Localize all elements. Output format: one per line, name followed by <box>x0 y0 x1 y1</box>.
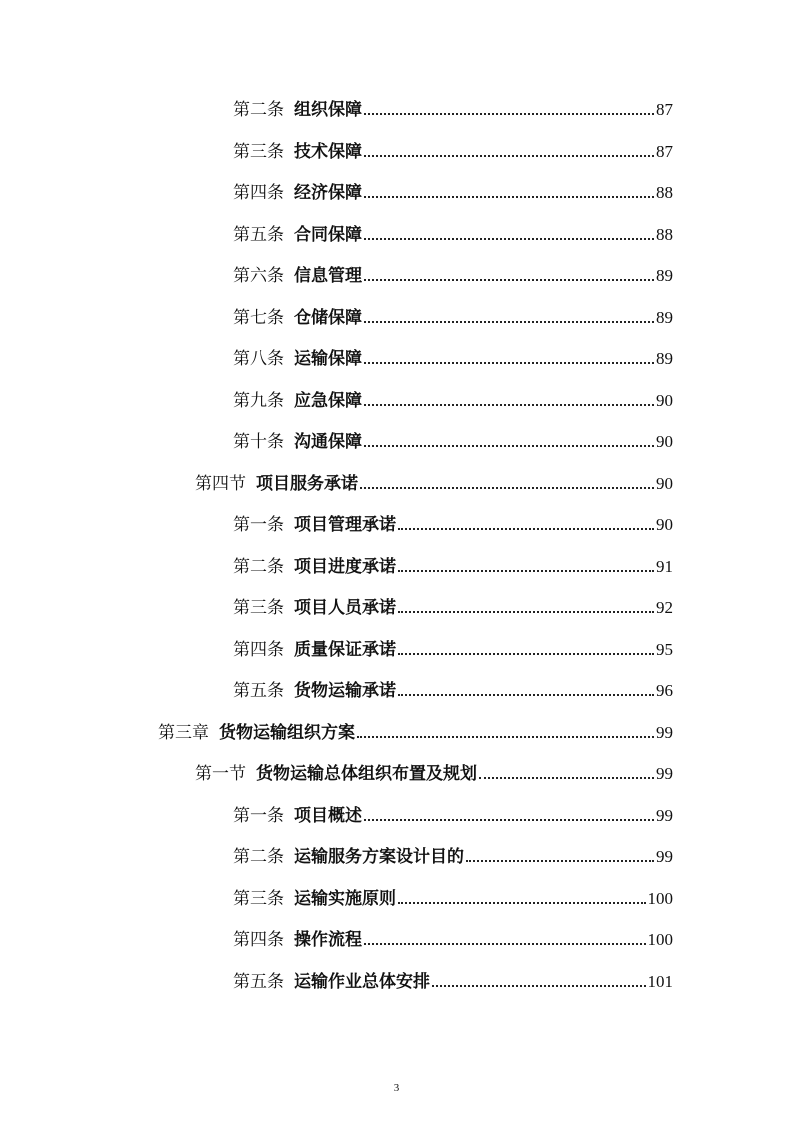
toc-entry-page: 99 <box>656 723 673 742</box>
toc-entry[interactable] <box>233 96 673 120</box>
toc-entry-number: 第六条 <box>233 266 284 286</box>
toc-entry-page: 101 <box>647 972 673 991</box>
toc-entry-page: 100 <box>647 930 673 949</box>
dot-leader <box>364 155 654 157</box>
toc-entry-page: 90 <box>656 391 673 410</box>
toc-entry[interactable] <box>233 138 673 162</box>
toc-entry[interactable] <box>233 802 673 826</box>
toc-entry[interactable] <box>233 221 673 245</box>
toc-entry-title: 项目管理承诺 <box>294 515 396 535</box>
toc-entry-title: 仓储保障 <box>294 308 362 328</box>
toc-entry-page: 89 <box>656 266 673 285</box>
toc-entry-page: 100 <box>647 889 673 908</box>
dot-leader <box>364 113 654 115</box>
toc-entry-number: 第二条 <box>233 557 284 577</box>
toc-entry[interactable] <box>195 470 673 494</box>
toc-entry[interactable] <box>233 926 673 950</box>
toc-entry-number: 第九条 <box>233 391 284 411</box>
toc-entry-page: 90 <box>656 515 673 534</box>
dot-leader <box>360 487 654 489</box>
toc-entry-number: 第四条 <box>233 930 284 950</box>
toc-entry-number: 第五条 <box>233 972 284 992</box>
dot-leader <box>364 321 654 323</box>
toc-entry-page: 87 <box>656 100 673 119</box>
toc-entry-number: 第四节 <box>195 474 246 494</box>
toc-entry-title: 项目进度承诺 <box>294 557 396 577</box>
toc-entry[interactable] <box>233 345 673 369</box>
toc-entry-page: 99 <box>656 806 673 825</box>
toc-entry-title: 项目服务承诺 <box>256 474 358 494</box>
toc-entry-page: 92 <box>656 598 673 617</box>
dot-leader <box>364 238 654 240</box>
toc-entry-page: 89 <box>656 308 673 327</box>
toc-entry-title: 货物运输组织方案 <box>219 723 355 743</box>
toc-entry-page: 87 <box>656 142 673 161</box>
toc-entry-number: 第三条 <box>233 142 284 162</box>
toc-entry-title: 质量保证承诺 <box>294 640 396 660</box>
toc-entry-page: 90 <box>656 474 673 493</box>
toc-entry-title: 沟通保障 <box>294 432 362 452</box>
toc-entry-title: 运输保障 <box>294 349 362 369</box>
dot-leader <box>479 777 654 779</box>
toc-entry-title: 运输服务方案设计目的 <box>294 847 464 867</box>
toc-entry-title: 运输作业总体安排 <box>294 972 430 992</box>
toc-entry[interactable] <box>233 594 673 618</box>
toc-entry[interactable] <box>233 304 673 328</box>
toc-entry-number: 第三条 <box>233 598 284 618</box>
toc-entry-page: 90 <box>656 432 673 451</box>
toc-entry-number: 第五条 <box>233 681 284 701</box>
toc-entry-number: 第二条 <box>233 847 284 867</box>
toc-entry-number: 第三条 <box>233 889 284 909</box>
dot-leader <box>466 860 654 862</box>
toc-entry-number: 第一条 <box>233 515 284 535</box>
toc-entry[interactable] <box>233 968 673 992</box>
toc-entry-number: 第四条 <box>233 640 284 660</box>
toc-entry-page: 95 <box>656 640 673 659</box>
toc-entry[interactable] <box>158 719 673 743</box>
toc-entry-title: 操作流程 <box>294 930 362 950</box>
toc-entry[interactable] <box>233 636 673 660</box>
toc-entry[interactable] <box>233 387 673 411</box>
toc-entry-page: 88 <box>656 183 673 202</box>
toc-entry-number: 第三章 <box>158 723 209 743</box>
dot-leader <box>364 819 654 821</box>
dot-leader <box>398 902 646 904</box>
dot-leader <box>398 570 654 572</box>
toc-entry-number: 第五条 <box>233 225 284 245</box>
toc-entry-page: 96 <box>656 681 673 700</box>
toc-entry-page: 91 <box>656 557 673 576</box>
toc-entry-title: 合同保障 <box>294 225 362 245</box>
toc-entry-number: 第七条 <box>233 308 284 328</box>
toc-entry-page: 99 <box>656 847 673 866</box>
dot-leader <box>398 653 654 655</box>
toc-entry-number: 第四条 <box>233 183 284 203</box>
toc-entry-number: 第八条 <box>233 349 284 369</box>
dot-leader <box>357 736 654 738</box>
toc-entry-number: 第一节 <box>195 764 246 784</box>
toc-entry[interactable] <box>233 179 673 203</box>
toc-entry-title: 信息管理 <box>294 266 362 286</box>
toc-entry-title: 货物运输总体组织布置及规划 <box>256 764 477 784</box>
toc-entry-title: 组织保障 <box>294 100 362 120</box>
toc-entry[interactable] <box>233 553 673 577</box>
toc-entry-title: 经济保障 <box>294 183 362 203</box>
dot-leader <box>364 196 654 198</box>
toc-entry-title: 项目概述 <box>294 806 362 826</box>
dot-leader <box>364 943 646 945</box>
toc-entry-number: 第一条 <box>233 806 284 826</box>
page-number: 3 <box>393 1082 400 1094</box>
toc-entry-page: 89 <box>656 349 673 368</box>
toc-entry[interactable] <box>233 885 673 909</box>
dot-leader <box>364 445 654 447</box>
toc-entry-title: 运输实施原则 <box>294 889 396 909</box>
toc-entry-title: 货物运输承诺 <box>294 681 396 701</box>
dot-leader <box>398 694 654 696</box>
toc-entry[interactable] <box>233 677 673 701</box>
dot-leader <box>364 404 654 406</box>
toc-entry-number: 第十条 <box>233 432 284 452</box>
toc-entry-page: 99 <box>656 764 673 783</box>
dot-leader <box>398 611 654 613</box>
toc-entry[interactable] <box>233 843 673 867</box>
dot-leader <box>398 528 654 530</box>
toc-entry[interactable] <box>233 262 673 286</box>
toc-entry[interactable] <box>233 428 673 452</box>
toc-entry-title: 技术保障 <box>294 142 362 162</box>
dot-leader <box>432 985 646 987</box>
dot-leader <box>364 279 654 281</box>
toc-entry-title: 项目人员承诺 <box>294 598 396 618</box>
toc-entry-number: 第二条 <box>233 100 284 120</box>
toc-entry-title: 应急保障 <box>294 391 362 411</box>
toc-entry-page: 88 <box>656 225 673 244</box>
dot-leader <box>364 362 654 364</box>
toc-entry[interactable] <box>195 760 673 784</box>
toc-entry[interactable] <box>233 511 673 535</box>
